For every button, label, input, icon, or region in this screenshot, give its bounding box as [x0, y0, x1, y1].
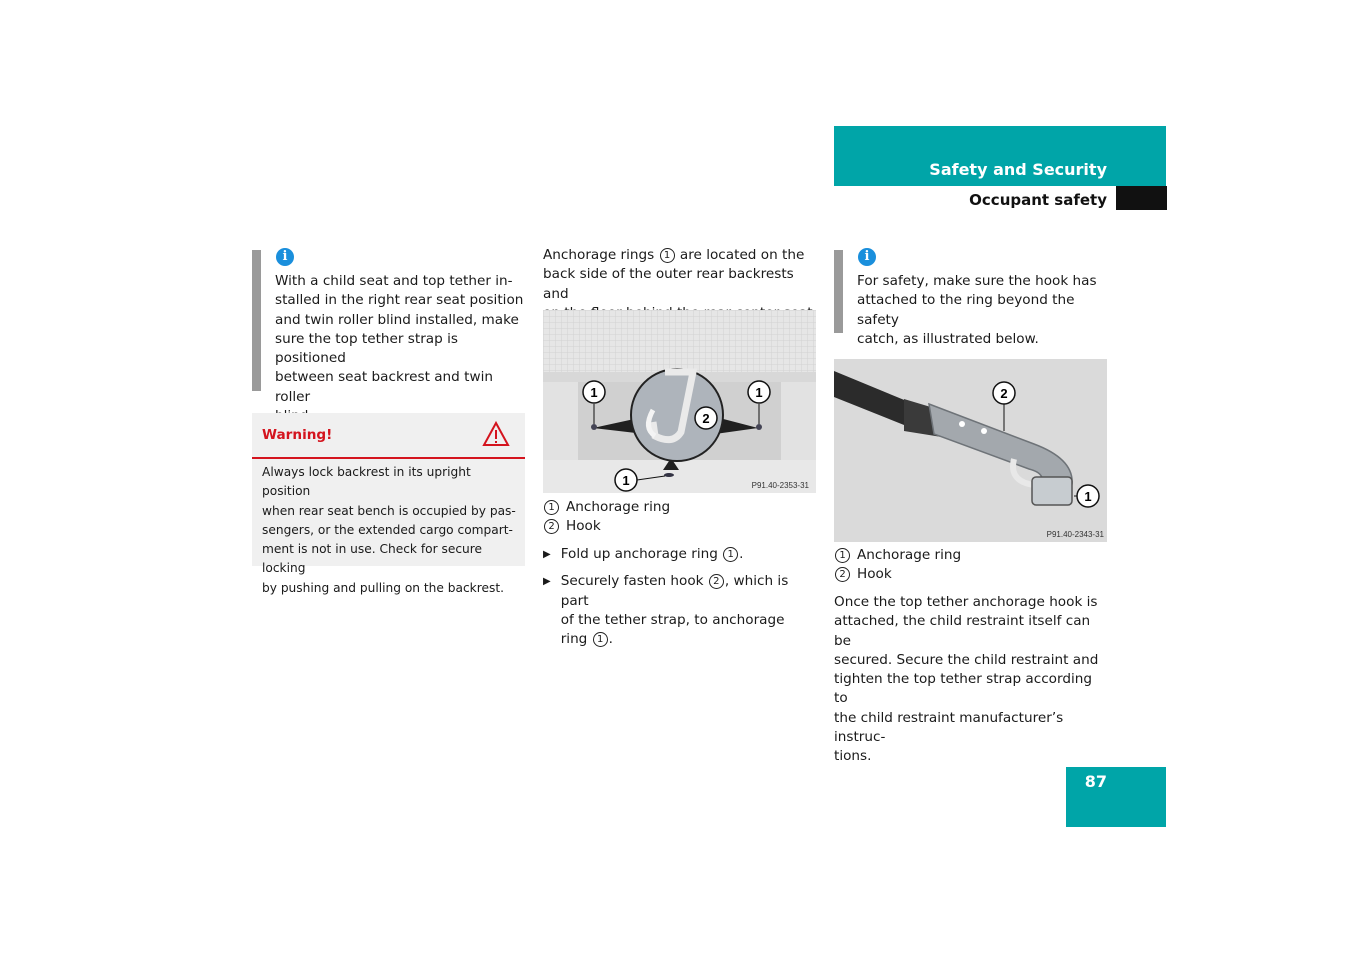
instruction-step: ▶ Fold up anchorage ring 1 .: [543, 545, 818, 564]
figure-callout: [695, 407, 717, 429]
instruction-step: ▶ Securely fasten hook 2 , which is part of the tether strap, to anchorage ring 1 .: [543, 572, 818, 649]
anchorage-rings-figure: [543, 310, 816, 493]
info-note-text: For safety, make sure the hook has attached to the ring beyond the safety catch, as illustrated below.: [857, 273, 1097, 347]
legend-item: 1 Anchorage ring: [543, 498, 818, 517]
svg-text:1: 1: [590, 385, 598, 400]
info-icon: i: [276, 248, 294, 266]
figure-callout: [993, 382, 1015, 404]
figure-callout: [583, 381, 605, 403]
warning-triangle-icon: [482, 421, 510, 451]
figure-legend: [834, 546, 1109, 585]
legend-item: 1 Anchorage ring: [834, 546, 1109, 565]
step-arrow-icon: ▶: [543, 576, 551, 588]
figure-legend: [543, 498, 818, 537]
page-number: 87: [1084, 772, 1107, 791]
subsection-marker: [1116, 186, 1167, 210]
section-title: Safety and Security: [929, 160, 1107, 179]
figure-callout: [615, 469, 637, 491]
svg-text:1: 1: [755, 385, 763, 400]
info-note-bar: [252, 250, 261, 391]
info-icon: i: [858, 248, 876, 266]
figure-code: P91.40-2353-31: [751, 481, 809, 490]
warning-text: Always lock backrest in its upright position when rear seat bench is occupied by pas- sengers, or the extended cargo compart- ment is not in use. Check for secure locking by pushing and pulling on the backrest.: [262, 465, 516, 595]
info-note-text: With a child seat and top tether in- stalled in the right rear seat position and twin roller blind installed, make sure the top tether strap is positioned between seat backrest and twin roller: [275, 273, 524, 405]
figure-callout: [748, 381, 770, 403]
anchorage-intro: Anchorage rings 1 are located on the back side of the outer rear backrests and: [543, 247, 805, 302]
legend-item: 2 Hook: [834, 565, 1109, 584]
instruction-steps: [543, 545, 818, 649]
legend-item: 2 Hook: [543, 517, 818, 536]
info-note-bar: [834, 250, 843, 333]
securing-paragraph: Once the top tether anchorage hook is attached, the child restraint itself can be secured. Secure the child restraint and tighten the top tether strap according to the child restraint manufacturer’s instruc- tions.: [834, 594, 1099, 765]
svg-text:2: 2: [702, 411, 710, 426]
subsection-title: Occupant safety: [969, 191, 1107, 209]
warning-box: [252, 413, 525, 595]
hook-attachment-figure: [834, 359, 1107, 542]
figure-callout: [1077, 485, 1099, 507]
warning-header: [252, 413, 525, 459]
step-arrow-icon: ▶: [543, 549, 551, 560]
svg-text:1: 1: [622, 473, 630, 488]
figure-code: P91.40-2343-31: [1046, 530, 1104, 539]
svg-text:2: 2: [1000, 386, 1008, 401]
warning-title: Warning!: [262, 427, 333, 443]
svg-text:1: 1: [1084, 489, 1092, 504]
callout-ref: 1: [660, 248, 675, 263]
